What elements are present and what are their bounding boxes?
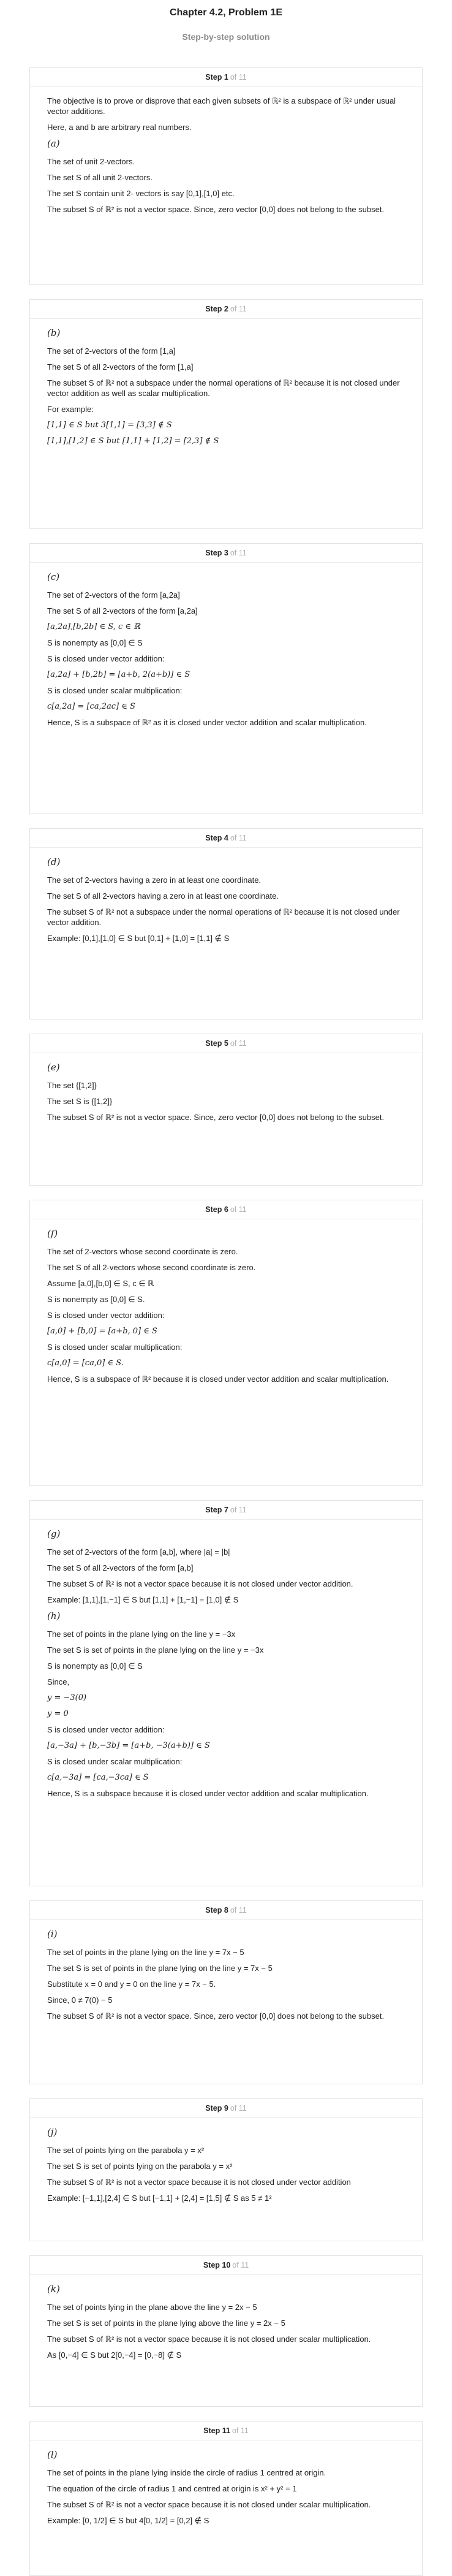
text-line: Hence, S is a subspace of ℝ² because it is closed under vector addition and scalar multiplication.: [47, 1374, 389, 1384]
step-count: of 11: [232, 2426, 249, 2435]
step-count: of 11: [230, 1205, 247, 1214]
part-label: (j): [47, 2127, 58, 2138]
equation-line: [1,1] ∈ S but 3[1,1] = [3,3] ∉ S: [47, 421, 172, 430]
equation-line: [a,2a],[b,2b] ∈ S, c ∈ ℝ: [47, 622, 140, 631]
text-line: The set of points lying on the parabola y = x²: [47, 2146, 205, 2155]
step-label: Step 6: [205, 1205, 228, 1214]
part-label: (l): [47, 2449, 58, 2460]
text-line: The set S is set of points in the plane lying on the line y = −3x: [47, 1645, 264, 1655]
step-count: of 11: [230, 2104, 247, 2113]
text-line: The set of points in the plane lying inside the circle of radius 1 centred at origin.: [47, 2468, 326, 2477]
text-line: The subset S of ℝ² is not a vector space. Since, zero vector [0,0] does not belong to the subset.: [47, 205, 385, 214]
text-line: Hence, S is a subspace of ℝ² as it is closed under vector addition and scalar multiplication.: [47, 718, 367, 727]
step-card: [29, 2098, 423, 2241]
text-line: S is closed under scalar multiplication:: [47, 686, 183, 695]
step-heading: [30, 829, 422, 848]
text-line: Assume [a,0],[b,0] ∈ S, c ∈ ℝ: [47, 1279, 154, 1288]
step-label: Step 8: [205, 1906, 228, 1915]
text-line: The equation of the circle of radius 1 and centred at origin is x² + y² = 1: [47, 2484, 297, 2493]
part-label: (d): [47, 856, 61, 867]
text-line: The subset S of ℝ² is not a vector space because it is not closed under scalar multiplication.: [47, 2500, 371, 2509]
step-card: [29, 2255, 423, 2407]
text-line: Since,: [47, 1677, 70, 1686]
step-heading: [30, 2422, 422, 2441]
text-line: The set of points lying in the plane above the line y = 2x − 5: [47, 2303, 257, 2312]
part-label: (e): [47, 1062, 60, 1073]
step-count: of 11: [230, 305, 247, 313]
part-label: (b): [47, 327, 61, 338]
text-line: S is closed under scalar multiplication:: [47, 1343, 183, 1352]
equation-line: [a,−3a] + [b,−3b] = [a+b, −3(a+b)] ∈ S: [47, 1741, 210, 1750]
text-line: The set of 2-vectors whose second coordinate is zero.: [47, 1247, 238, 1256]
text-line: S is closed under scalar multiplication:: [47, 1757, 183, 1766]
step-heading: [30, 544, 422, 563]
step-card: [29, 828, 423, 1019]
step-count: of 11: [230, 549, 247, 557]
text-line: The set S of all 2-vectors of the form [a,b]: [47, 1563, 194, 1572]
text-line: The set S of all unit 2-vectors.: [47, 173, 153, 182]
text-line: S is closed under vector addition:: [47, 654, 165, 663]
step-heading: [30, 2099, 422, 2118]
step-heading: [30, 2256, 422, 2275]
text-line: The set S is set of points lying on the parabola y = x²: [47, 2162, 233, 2171]
text-line: The set of unit 2-vectors.: [47, 157, 135, 166]
step-label: Step 9: [205, 2104, 228, 2113]
step-heading: [30, 1034, 422, 1053]
equation-line: y = 0: [47, 1709, 69, 1718]
step-count: of 11: [232, 2261, 249, 2269]
text-line: Example: [0,1],[1,0] ∈ S but [0,1] + [1,0] = [1,1] ∉ S: [47, 934, 230, 943]
step-label: Step 3: [205, 549, 228, 557]
step-count: of 11: [230, 834, 247, 842]
text-line: The set S of all 2-vectors whose second coordinate is zero.: [47, 1263, 256, 1272]
text-line: S is nonempty as [0,0] ∈ S: [47, 638, 143, 647]
step-count: of 11: [230, 73, 247, 82]
step-count: of 11: [230, 1039, 247, 1048]
equation-line: [a,0] + [b,0] = [a+b, 0] ∈ S: [47, 1327, 157, 1336]
text-line: The subset S of ℝ² is not a vector space because it is not closed under scalar multiplication.: [47, 2334, 371, 2344]
text-line: Example: [0, 1/2] ∈ S but 4[0, 1/2] = [0,2] ∉ S: [47, 2516, 209, 2525]
equation-line: [1,1],[1,2] ∈ S but [1,1] + [1,2] = [2,3] ∉ S: [47, 436, 219, 446]
text-line: The subset S of ℝ² is not a vector space. Since, zero vector [0,0] does not belong to the subset.: [47, 2011, 385, 2021]
text-line: The set S of all 2-vectors of the form [1,a]: [47, 362, 194, 372]
text-line: The set S is set of points in the plane lying above the line y = 2x − 5: [47, 2319, 285, 2328]
page-subtitle: Step-by-step solution: [182, 32, 270, 42]
step-card: [29, 1900, 423, 2084]
text-line: The set S of all 2-vectors having a zero in at least one coordinate.: [47, 891, 279, 901]
text-line: The subset S of ℝ² is not a vector space because it is not closed under vector addition.: [47, 1579, 353, 1588]
text-line: Substitute x = 0 and y = 0 on the line y = 7x − 5.: [47, 1980, 216, 1989]
step-heading: [30, 1501, 422, 1520]
equation-line: c[a,−3a] = [ca,−3ca] ∈ S: [47, 1773, 149, 1782]
text-line: The set S is {[1,2]}: [47, 1097, 113, 1106]
equation-line: c[a,0] = [ca,0] ∈ S.: [47, 1358, 124, 1368]
page-title: Chapter 4.2, Problem 1E: [169, 7, 283, 18]
step-card: [29, 67, 423, 285]
step-heading: [30, 68, 422, 87]
text-line: The subset S of ℝ² not a subspace under the normal operations of ℝ² because it is not closed under vector addition as well as scalar multiplication.: [47, 378, 400, 398]
text-line: Here, a and b are arbitrary real numbers.: [47, 123, 192, 132]
part-label: (f): [47, 1228, 58, 1239]
text-line: The set of 2-vectors of the form [a,b], where |a| = |b|: [47, 1547, 230, 1557]
part-label: (c): [47, 571, 60, 582]
step-count: of 11: [230, 1906, 247, 1915]
text-line: Since, 0 ≠ 7(0) − 5: [47, 1995, 113, 2005]
step-count: of 11: [230, 1506, 247, 1514]
text-line: Example: [−1,1],[2,4] ∈ S but [−1,1] + [2,4] = [1,5] ∉ S as 5 ≠ 1²: [47, 2193, 272, 2203]
text-line: The set S contain unit 2- vectors is say [0,1],[1,0] etc.: [47, 189, 235, 198]
text-line: As [0,−4] ∈ S but 2[0,−4] = [0,−8] ∉ S: [47, 2350, 182, 2360]
step-heading: [30, 1200, 422, 1219]
text-line: For example:: [47, 405, 94, 414]
step-label: Step 10: [203, 2261, 231, 2269]
text-line: The set S is set of points in the plane lying on the line y = 7x − 5: [47, 1964, 273, 1973]
equation-line: [a,2a] + [b,2b] = [a+b, 2(a+b)] ∈ S: [47, 670, 190, 679]
text-line: S is nonempty as [0,0] ∈ S: [47, 1661, 143, 1671]
part-label: (h): [47, 1610, 61, 1621]
text-line: The subset S of ℝ² is not a vector space. Since, zero vector [0,0] does not belong to the subset.: [47, 1113, 385, 1122]
part-label: (k): [47, 2284, 60, 2295]
text-line: The objective is to prove or disprove that each given subsets of ℝ² is a subspace of ℝ² under usual vector additions.: [47, 96, 396, 116]
text-line: Example: [1,1],[1,−1] ∈ S but [1,1] + [1,−1] = [1,0] ∉ S: [47, 1595, 239, 1604]
equation-line: c[a,2a] = [ca,2ac] ∈ S: [47, 702, 135, 711]
text-line: S is nonempty as [0,0] ∈ S.: [47, 1295, 145, 1304]
step-card: [29, 299, 423, 529]
step-label: Step 1: [205, 73, 228, 82]
step-label: Step 11: [203, 2426, 230, 2435]
step-label: Step 5: [205, 1039, 228, 1048]
text-line: The subset S of ℝ² not a subspace under the normal operations of ℝ² because it is not closed under vector addition.: [47, 907, 400, 927]
text-line: The set of points in the plane lying on the line y = −3x: [47, 1629, 236, 1639]
step-label: Step 7: [205, 1506, 228, 1514]
step-card: [29, 2421, 423, 2576]
step-label: Step 2: [205, 305, 228, 313]
text-line: S is closed under vector addition:: [47, 1725, 165, 1734]
part-label: (g): [47, 1528, 61, 1539]
step-card: [29, 1500, 423, 1886]
page-header: [0, 7, 452, 48]
step-card: [29, 543, 423, 814]
part-label: (i): [47, 1929, 58, 1940]
text-line: The set of points in the plane lying on the line y = 7x − 5: [47, 1948, 244, 1957]
step-heading: [30, 1901, 422, 1920]
step-card: [29, 1200, 423, 1486]
text-line: The set S of all 2-vectors of the form [a,2a]: [47, 606, 198, 615]
text-line: Hence, S is a subspace because it is closed under vector addition and scalar multiplication.: [47, 1789, 369, 1798]
text-line: S is closed under vector addition:: [47, 1311, 165, 1320]
text-line: The set {[1,2]}: [47, 1081, 97, 1090]
part-label: (a): [47, 138, 60, 149]
step-heading: [30, 300, 422, 319]
text-line: The subset S of ℝ² is not a vector space because it is not closed under vector addition: [47, 2178, 351, 2187]
text-line: The set of 2-vectors having a zero in at least one coordinate.: [47, 875, 262, 885]
step-label: Step 4: [205, 834, 228, 842]
equation-line: y = −3(0): [47, 1693, 87, 1702]
step-card: [29, 1034, 423, 1186]
text-line: The set of 2-vectors of the form [a,2a]: [47, 590, 180, 600]
text-line: The set of 2-vectors of the form [1,a]: [47, 346, 176, 356]
